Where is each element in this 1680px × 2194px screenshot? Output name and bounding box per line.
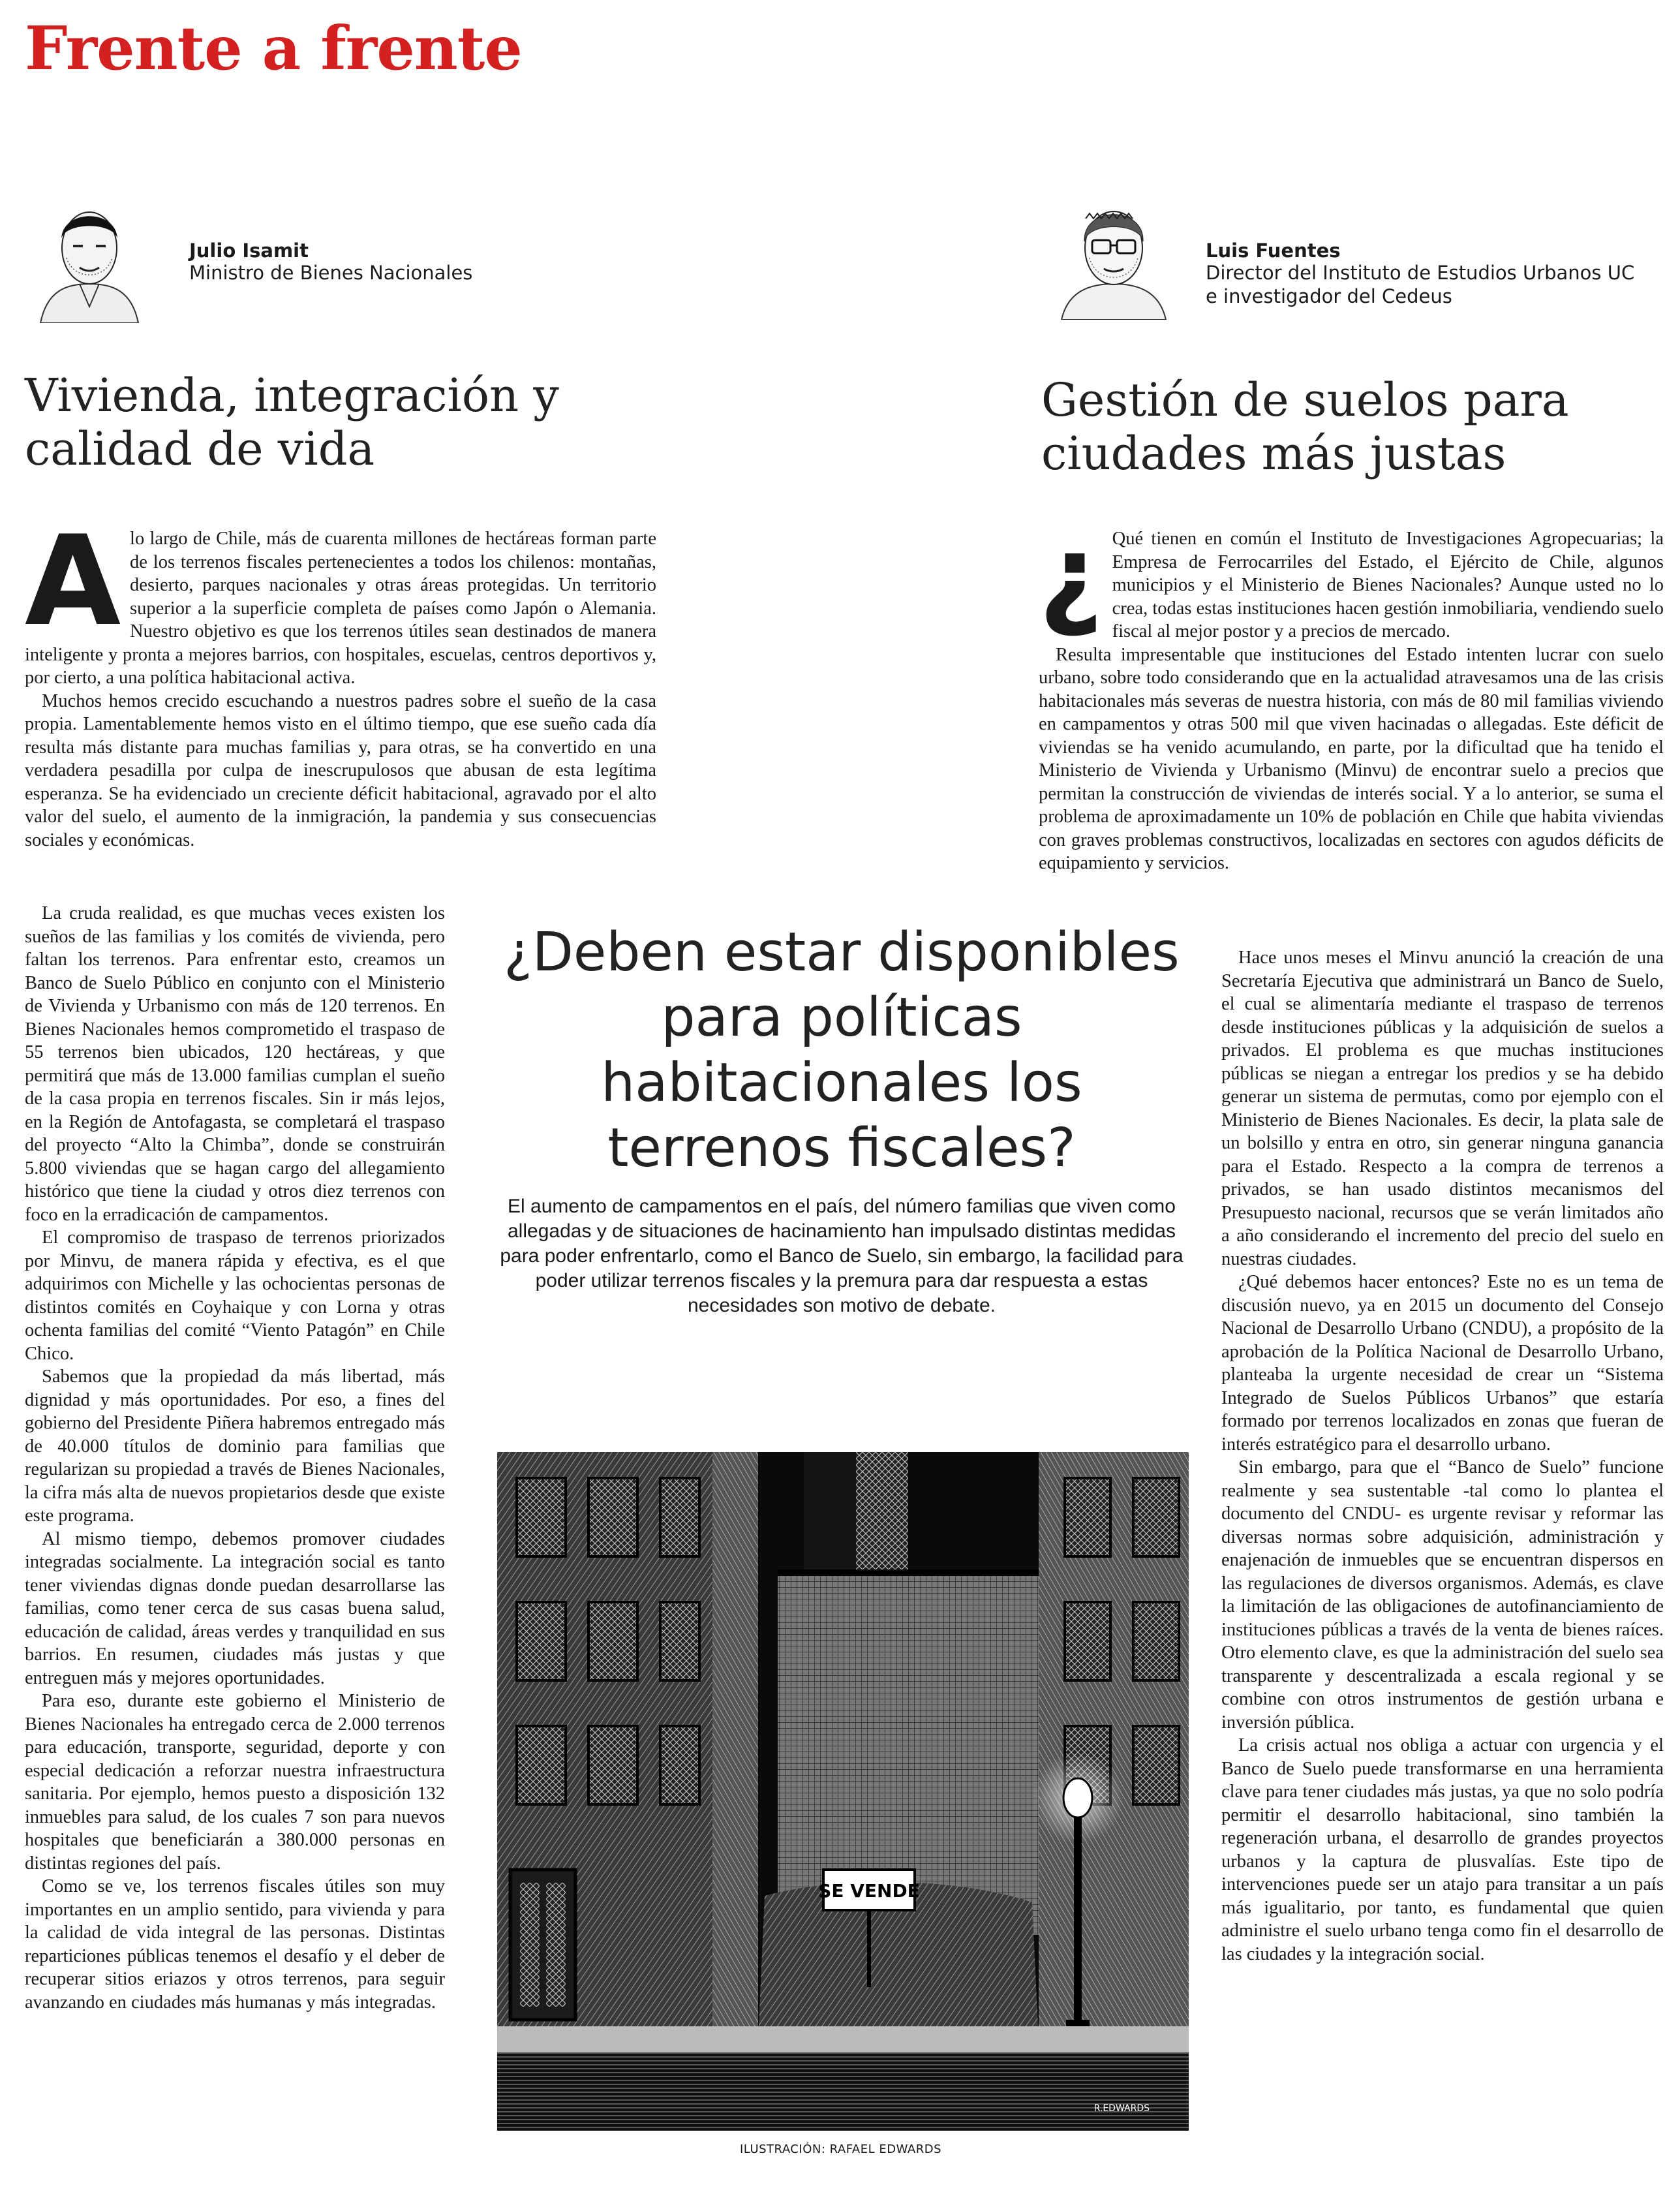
article-right-top [1039,512,1664,875]
author-name-right: Luis Fuentes [1206,239,1341,262]
article-left-top [25,509,656,852]
article-right-bottom [1221,946,1664,1966]
paragraph: Para eso, durante este gobierno el Ministerio de Bienes Nacionales ha entregado cerca de 2.000 terrenos para educación, transporte, seguridad, deporte y con especial dedicación a reforzar nuestra infraestructura sanitaria. Por ejemplo, hemos puesto a disposición 132 inmuebles para salud, de los cuales 7 son para nuevos hospitales que beneficiarán a 380.000 personas en distintas regiones del país. [25,1691,445,1874]
section-title: Frente a frente [25,13,522,84]
paragraph: Qué tienen en común el Instituto de Investigaciones Agropecuarias; la Empresa de Ferrocarriles del Estado, el Ejército de Chile, algunos municipios y el Ministerio de Bienes Nacionales? Aunque usted no lo crea, todas estas instituciones hacen gestión inmobiliaria, vendiendo suelo fiscal al mejor postor y a precios de mercado. [1112,529,1664,641]
paragraph: El compromiso de traspaso de terrenos priorizados por Minvu, de manera rápida y efectiva, es el que adquirimos con Michelle y las ochocientas personas de distintos comités en Coyhaique y con Lorna y otras ochenta familias del comité “Viento Patagón” en Chile Chico. [25,1228,445,1364]
paragraph: Muchos hemos crecido escuchando a nuestros padres sobre el sueño de la casa propia. Lamentablemente hemos visto en el último tiempo, que ese sueño cada día resulta más distante para muchas familias y, para otras, se ha convertido en una verdadera pesadilla por culpa de inescrupulosos que abusan de esta legítima esperanza. Se ha evidenciado un creciente déficit habitacional, agravado por el alto valor del suelo, el aumento de la inmigración, la pandemia y sus consecuencias sociales y económicas. [25,690,656,850]
author-role-right: Director del Instituto de Estudios Urbanos UC e investigador del Cedeus [1206,262,1635,307]
dropcap-right: ¿ [1039,512,1103,641]
paragraph: La crisis actual nos obliga a actuar con urgencia y el Banco de Suelo puede transformarse en una herramienta clave para tener ciudades más justas, ya que no solo podría permitir el desarrollo habitacional, sino también la regeneración urbana, el desarrollo de grandes proyectos urbanos y la captura de plusvalías. Este tipo de intervenciones puede ser un atajo para transitar a un país más igualitario, por tanto, es fundamental que quien administre el suelo urbano tenga como fin el desarrollo de las ciudades y la integración social. [1221,1735,1664,1964]
paragraph: La cruda realidad, es que muchas veces existen los sueños de las familias y los comités de vivienda, pero faltan los terrenos. Para enfrentar esto, creamos un Banco de Suelo Público en conjunto con el Ministerio de Vivienda y Urbanismo con más de 120 terrenos. En Bienes Nacionales hemos comprometido el traspaso de 55 terrenos bien ubicados, 120 hectáreas, y que permitirá que más de 13.000 familias cumplan el sueño de la casa propia en terrenos fiscales. Sin ir más lejos, en la Región de Antofagasta, se completará el traspaso del proyecto “Alto la Chimba”, donde se construirán 5.800 viviendas que se hagan cargo del allegamiento histórico que tiene la ciudad y otros diez terrenos con foco en la erradicación de campamentos. [25,903,445,1225]
debate-intro: El aumento de campamentos en el país, del número familias que viven como allegadas y de situaciones de hacinamiento han impulsado distintas medidas para poder enfrentarlo, como el Banco de Suelo, sin embargo, la facilidad para poder utilizar terrenos fiscales y la premura para dar respuesta a estas necesidades son motivo de debate. [500,1196,1184,1316]
author-portrait-fuentes [1052,189,1176,320]
article-left-bottom [25,902,445,2014]
dropcap-left: A [25,509,121,653]
paragraph: Al mismo tiempo, debemos promover ciudades integradas socialmente. La integración social es tanto tener viviendas dignas donde puedan desarrollarse las familias, como tener cerca de sus casas buena salud, educación de calidad, áreas verdes y tranquilidad en sus barrios. En resumen, ciudades más justas y que entreguen más y mejores oportunidades. [25,1528,445,1688]
headline-left: Vivienda, integración y calidad de vida [25,369,559,476]
illustration-se-vende [497,1452,1189,2131]
paragraph: Resulta impresentable que instituciones del Estado intenten lucrar con suelo urbano, sobre todo considerando que en la actualidad atravesamos una de las crisis habitacionales más severas de nuestra historia, con más de 80 mil familias viviendo en campamentos y otras 500 mil que viven hacinadas o allegadas. Este déficit de viviendas se ha venido acumulando, en parte, por la dificultad que ha tenido el Ministerio de Vivienda y Urbanismo (Minvu) de encontrar suelo a precios que permitan la construcción de viviendas de interés social. Y a lo anterior, se suma el problema de aproximadamente un 10% de población en Chile que habita viviendas con graves problemas constructivos, localizadas en sectores con agudos déficits de equipamiento y servicios. [1039,644,1664,873]
paragraph: Sin embargo, para que el “Banco de Suelo” funcione realmente y sea sustentable -tal como lo plantea el documento del CNDU- es urgente revisar y reformar las diversas normas sobre adquisición, administración y enajenación de inmuebles que se encuentran dispersos en las regulaciones de diversos organismos. Además, es clave la limitación de las obligaciones de autofinanciamiento de instituciones públicas a través de la venta de bienes raíces. Otro elemento clave, es que la administración del suelo sea transparente y descentralizada a escala regional y se combine con otros instrumentos de gestión urbana e inversión pública. [1221,1457,1664,1733]
headline-right: Gestión de suelos para ciudades más justas [1041,373,1569,480]
paragraph: Sabemos que la propiedad da más libertad, más dignidad y más oportunidades. Por eso, a fines del gobierno del Presidente Piñera habremos entregado más de 40.000 títulos de dominio para familias que regularizan su propiedad a través de Bienes Nacionales, la cifra más alta de nuevos propietarios desde que existe este programa. [25,1367,445,1526]
author-role-left: Ministro de Bienes Nacionales [189,262,473,284]
paragraph: Hace unos meses el Minvu anunció la creación de una Secretaría Ejecutiva que administrará un Banco de Suelo, el cual se alimentaría mediante el traspaso de terrenos desde instituciones públicas y la adquisición de suelos a privados. El problema es que muchas instituciones públicas se niegan a entregar los predios y se ha debido generar un sistema de permutas, como por ejemplo con el Ministerio de Bienes Nacionales. Es decir, la plata sale de un bolsillo y entra en otro, sin generar ninguna ganancia para el Estado. Respecto a la compra de terrenos a privados, se han usado distintos mecanismos del Presupuesto nacional, recursos que se verán limitados año a año considerando el incremento del precio del suelo en nuestras ciudades. [1221,948,1664,1269]
author-name-left: Julio Isamit [189,239,309,262]
paragraph: Como se ve, los terrenos fiscales útiles son muy importantes en un amplio sentido, para vivienda y para la calidad de vida integral de las personas. Distintas reparticiones públicas tenemos el desafío y el deber de recuperar sitios eriazos y otros terrenos, para seguir avanzando en ciudades más humanas y más integradas. [25,1876,445,2013]
paragraph: ¿Qué debemos hacer entonces? Este no es un tema de discusión nuevo, ya en 2015 un documento del Consejo Nacional de Desarrollo Urbano (CNDU), a propósito de la aprobación de la Política Nacional de Desarrollo Urbano, planteaba la urgente necesidad de crear un “Sistema Integrado de Suelos Públicos Urbanos” que estaría formado por terrenos localizados en zonas que fueran de interés estratégico para el desarrollo urbano. [1221,1272,1664,1455]
illustration-signature: R.EDWARDS [1093,2103,1150,2114]
paragraph: lo largo de Chile, más de cuarenta millones de hectáreas forman parte de los terrenos fiscales pertenecientes a todos los chilenos: montañas, desierto, parques nacionales y otras áreas protegidas. Un territorio superior a la superficie completa de países como Japón o Alemania. Nuestro objetivo es que los terrenos útiles sean destinados de manera inteligente y pronta a mejores barrios, con hospitales, escuelas, centros deportivos y, por cierto, a una política habitacional activa. [25,529,656,688]
sign-text: SE VENDE [818,1880,920,1902]
debate-question: ¿Deben estar disponibles para políticas habitacionales los terrenos fiscales? [504,921,1180,1179]
author-portrait-isamit [27,193,151,323]
illustration-credit: ILUSTRACIÓN: RAFAEL EDWARDS [740,2142,941,2156]
